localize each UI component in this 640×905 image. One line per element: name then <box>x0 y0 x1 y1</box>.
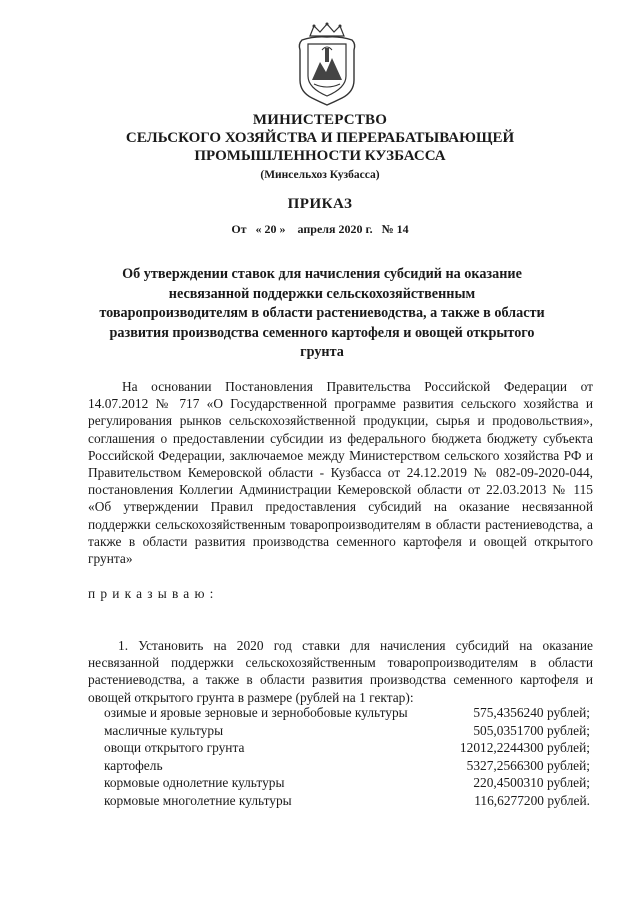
kuzbass-coat-of-arms-icon <box>296 22 358 106</box>
rate-value: 575,4356240 рублей; <box>473 705 590 720</box>
rate-crop: озимые и яровые зерновые и зернобобовые культуры <box>104 705 408 720</box>
order-title: Об утверждении ставок для начисления субсидий на оказание несвязанной поддержки сельскохозяйственным товаропроизводителям в области растениеводства, а также в области развития производства семенного картофеля и овощей открытого грунта <box>99 266 545 360</box>
ministry-name-line3: ПРОМЫШЛЕННОСТИ КУЗБАССА <box>194 148 446 164</box>
order-number: № 14 <box>381 222 409 236</box>
document-type: ПРИКАЗ <box>287 196 353 212</box>
date-prefix: От <box>231 222 247 236</box>
rates-list <box>104 704 590 810</box>
date-day: « 20 » <box>255 222 286 236</box>
rate-row <box>104 704 590 722</box>
rate-value: 5327,2566300 рублей; <box>466 757 590 773</box>
rate-crop: овощи открытого грунта <box>104 740 245 756</box>
rate-crop: картофель <box>104 757 163 773</box>
rate-crop: кормовые многолетние культуры <box>104 792 292 808</box>
orders-word: приказываю: <box>88 586 219 601</box>
ministry-name-line1: МИНИСТЕРСТВО <box>252 112 388 128</box>
date-month-year: апреля 2020 г. <box>297 222 373 236</box>
rate-row <box>104 722 590 740</box>
ministry-name-line2: СЕЛЬСКОГО ХОЗЯЙСТВА И ПЕРЕРАБАТЫВАЮЩЕЙ <box>125 130 515 146</box>
order-date-line <box>0 222 640 237</box>
legal-basis-paragraph: На основании Постановления Правительства Российской Федерации от 14.07.2012 № 717 «О Государственной программе развития сельского хозяйства и регулирования рынков сельскохозяйственной продукции, сырья и продовольствия», соглашения о предоставлении субсидии из федерального бюджета бюджету субъекта Российской Федерации, заключаемое между Министерством сельского хозяйства РФ и Правительством Кемеровской области - Кузбасса от 24.12.2019 № 082-09-2020-044, постановления Коллегии Администрации Кемеровской области от 22.03.2013 № 115 «Об утверждении Правил предоставления субсидий на оказание несвязанной поддержки сельскохозяйственным товаропроизводителям в области растениеводства, а также в области развития производства семенного картофеля и овощей открытого грунта» <box>88 379 593 567</box>
rate-value: 220,4500310 рублей; <box>473 775 590 791</box>
rate-row <box>104 792 590 810</box>
rate-row <box>104 757 590 775</box>
ministry-abbreviation: (Минсельхоз Кузбасса) <box>260 169 380 181</box>
rate-value: 505,0351700 рублей; <box>473 722 590 738</box>
rate-row <box>104 739 590 757</box>
clause-1-paragraph: 1. Установить на 2020 год ставки для начисления субсидий на оказание несвязанной поддержки сельскохозяйственным товаропроизводителям в области растениеводства, а также в области развития производства семенного картофеля и овощей открытого грунта в размере (рублей на 1 гектар): <box>88 638 593 705</box>
rate-crop: кормовые однолетние культуры <box>104 775 285 791</box>
rate-crop: масличные культуры <box>104 722 224 738</box>
rate-value: 116,6277200 рублей. <box>474 792 590 808</box>
rate-value: 12012,2244300 рублей; <box>459 740 590 756</box>
rate-row <box>104 774 590 792</box>
